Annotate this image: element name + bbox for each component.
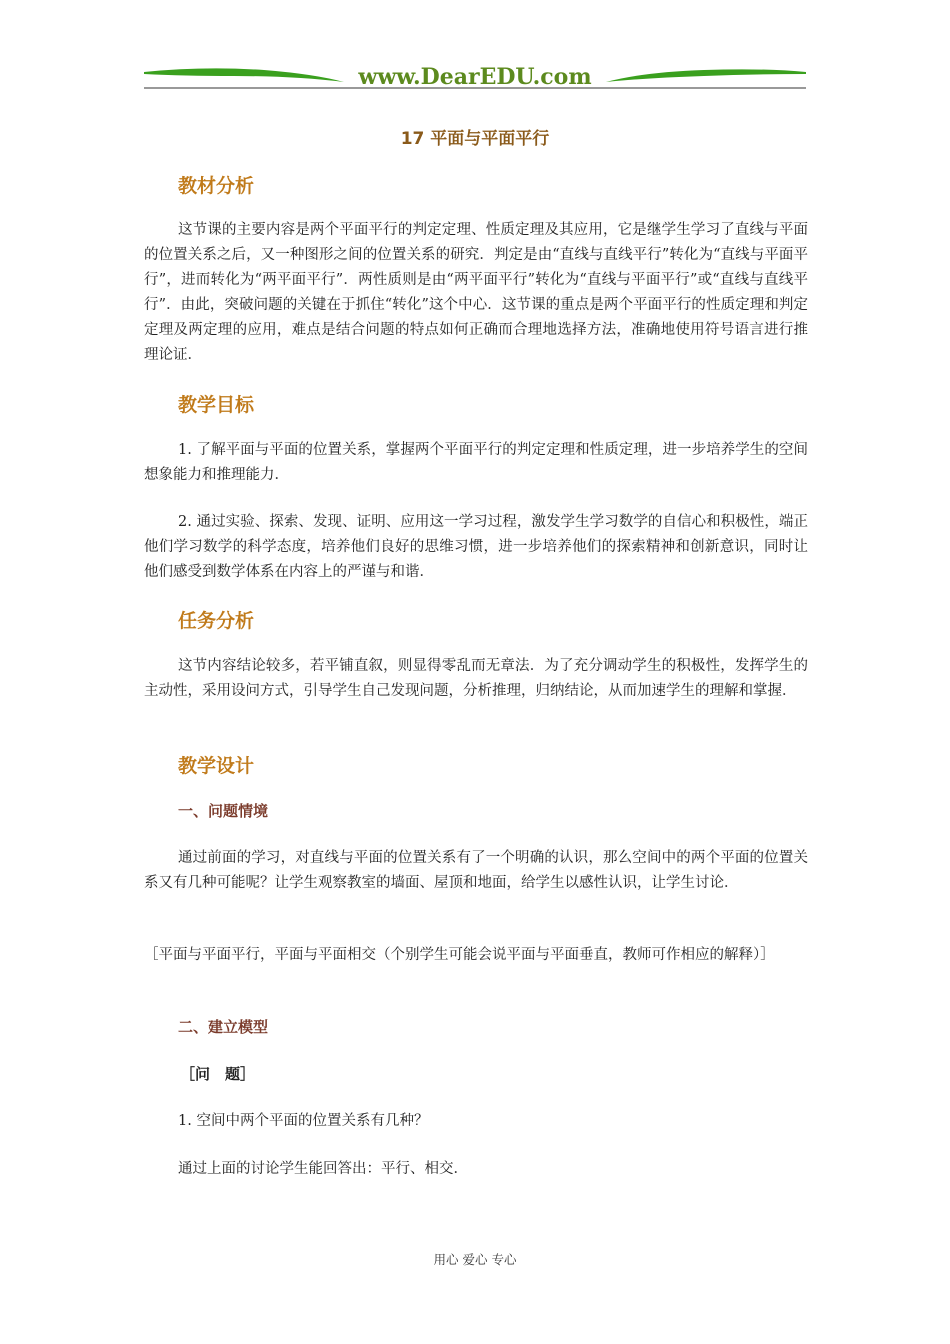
question-label: ［问 题］ — [180, 1065, 256, 1083]
paragraph-problem-situation: 通过前面的学习，对直线与平面的位置关系有了一个明确的认识，那么空间中的两个平面的位置关系又有几种可能呢？让学生观察教室的墙面、屋顶和地面，给学生以感性认识，让学生讨论． — [144, 850, 808, 891]
subheading-problem-situation: 一、问题情境 — [178, 802, 269, 820]
heading-goals: 教学目标 — [178, 394, 255, 416]
paragraph-analysis: 这节课的主要内容是两个平面平行的判定定理、性质定理及其应用，它是继学生学习了直线与平面的位置关系之后，又一种图形之间的位置关系的研究．判定是由“直线与直线平行”转化为“直线与平面平行”，进而转化为“两平面平行”．两性质则是由“两平面平行”转化为“直线与平面平行”或“直线与直线平行”．由此，突破问题的关键在于抓住“转化”这个中心．这节课的重点是两个平面平行的性质定理和判定定理及两定理的应用，难点是结合问题的特点如何正确而合理地选择方法，准确地使用符号语言进行推理论证． — [144, 222, 808, 363]
question-1-answer: 通过上面的讨论学生能回答出：平行、相交． — [178, 1161, 468, 1177]
page-footer: 用心 爱心 专心 — [433, 1252, 517, 1267]
heading-task: 任务分析 — [178, 610, 255, 632]
heading-analysis: 教材分析 — [178, 175, 255, 197]
heading-design: 教学设计 — [178, 755, 255, 777]
goal-item-2: 2. 通过实验、探索、发现、证明、应用这一学习过程，激发学生学习数学的自信心和积极性，端正他们学习数学的科学态度，培养他们良好的思维习惯，进一步培养他们的探索精神和创新意识，同时让他们感受到数学体系在内容上的严谨与和谐． — [144, 514, 808, 580]
subheading-build-model: 二、建立模型 — [178, 1018, 269, 1036]
site-logo-text: www.DearEDU.com — [358, 64, 592, 90]
goal-item-1: 1. 了解平面与平面的位置关系，掌握两个平面平行的判定定理和性质定理，进一步培养学生的空间想象能力和推理能力． — [144, 442, 808, 483]
question-1: 1. 空间中两个平面的位置关系有几种？ — [178, 1113, 429, 1129]
page-title: 17 平面与平面平行 — [400, 129, 550, 149]
paragraph-task: 这节内容结论较多，若平铺直叙，则显得零乱而无章法．为了充分调动学生的积极性，发挥学生的主动性，采用设问方式，引导学生自己发现问题，分析推理，归纳结论，从而加速学生的理解和掌握． — [144, 658, 808, 699]
paragraph-answer-note: ［平面与平面平行，平面与平面相交（个别学生可能会说平面与平面垂直，教师可作相应的解释）］ — [144, 947, 775, 963]
header-banner — [144, 62, 806, 92]
